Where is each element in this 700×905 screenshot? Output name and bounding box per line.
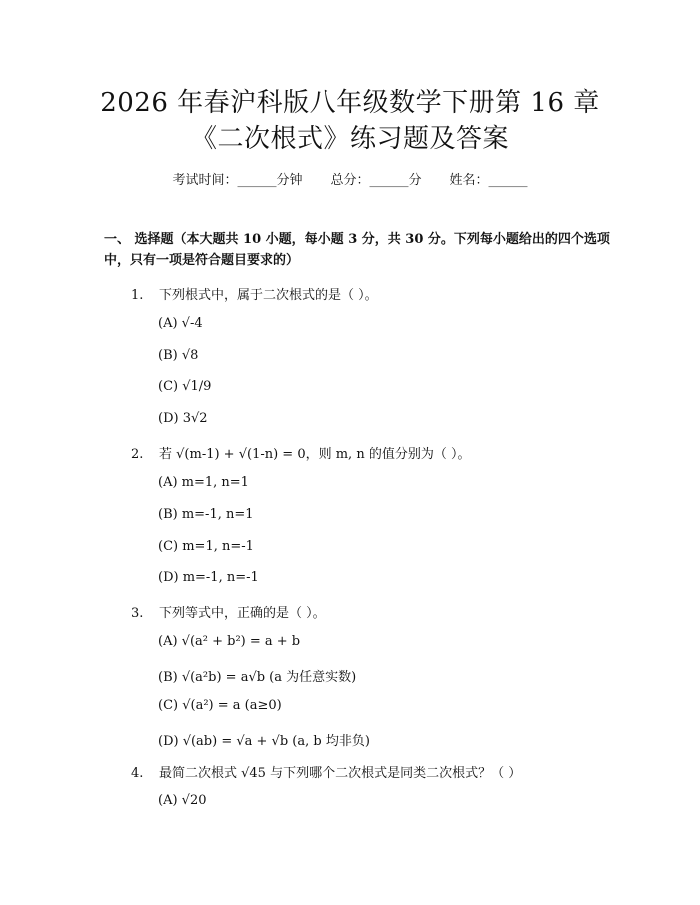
question-number: 4. — [131, 766, 144, 781]
question-text: 若 √(m-1) + √(1-n) = 0，则 m, n 的值分别为（ ）。 — [159, 447, 471, 462]
question-text: 下列等式中，正确的是（ ）。 — [159, 606, 326, 621]
question-text: 最简二次根式 √45 与下列哪个二次根式是同类二次根式？（ ） — [159, 766, 522, 781]
section-heading: 一、 选择题（本大题共 10 小题，每小题 3 分，共 30 分。下列每小题给出的四个选项中，只有一项是符合题目要求的） — [104, 232, 610, 268]
option-3a: (A) √(a² + b²) = a + b — [158, 634, 301, 649]
exam-name-field: 姓名：______ — [449, 173, 528, 188]
option-1d: (D) 3√2 — [158, 411, 208, 426]
question-1 — [131, 284, 378, 303]
option-2a: (A) m=1, n=1 — [158, 475, 249, 490]
option-4a: (A) √20 — [158, 793, 207, 808]
document-title-line-1: 2026 年春沪科版八年级数学下册第 16 章 — [100, 88, 600, 118]
document-title-line-2: 《二次根式》练习题及答案 — [190, 124, 509, 154]
option-3b: (B) √(a²b) = a√b (a 为任意实数) — [158, 670, 357, 685]
option-3d: (D) √(ab) = √a + √b (a, b 均非负) — [158, 734, 370, 749]
option-1b: (B) √8 — [158, 348, 199, 363]
option-1a: (A) √-4 — [158, 316, 203, 331]
option-2c: (C) m=1, n=-1 — [158, 539, 254, 554]
question-4 — [131, 762, 521, 781]
question-3 — [131, 602, 326, 621]
question-2 — [131, 443, 470, 462]
option-3c: (C) √(a²) = a (a≥0) — [158, 698, 282, 713]
exam-score-field: 总分：______分 — [330, 173, 422, 188]
option-2d: (D) m=-1, n=-1 — [158, 570, 259, 585]
exam-time-field: 考试时间：______分钟 — [172, 173, 303, 188]
question-number: 1. — [131, 288, 144, 303]
question-number: 3. — [131, 606, 144, 621]
exam-info-row — [0, 169, 700, 188]
question-number: 2. — [131, 447, 144, 462]
question-text: 下列根式中，属于二次根式的是（ ）。 — [159, 288, 378, 303]
option-1c: (C) √1/9 — [158, 379, 212, 394]
option-2b: (B) m=-1, n=1 — [158, 507, 254, 522]
